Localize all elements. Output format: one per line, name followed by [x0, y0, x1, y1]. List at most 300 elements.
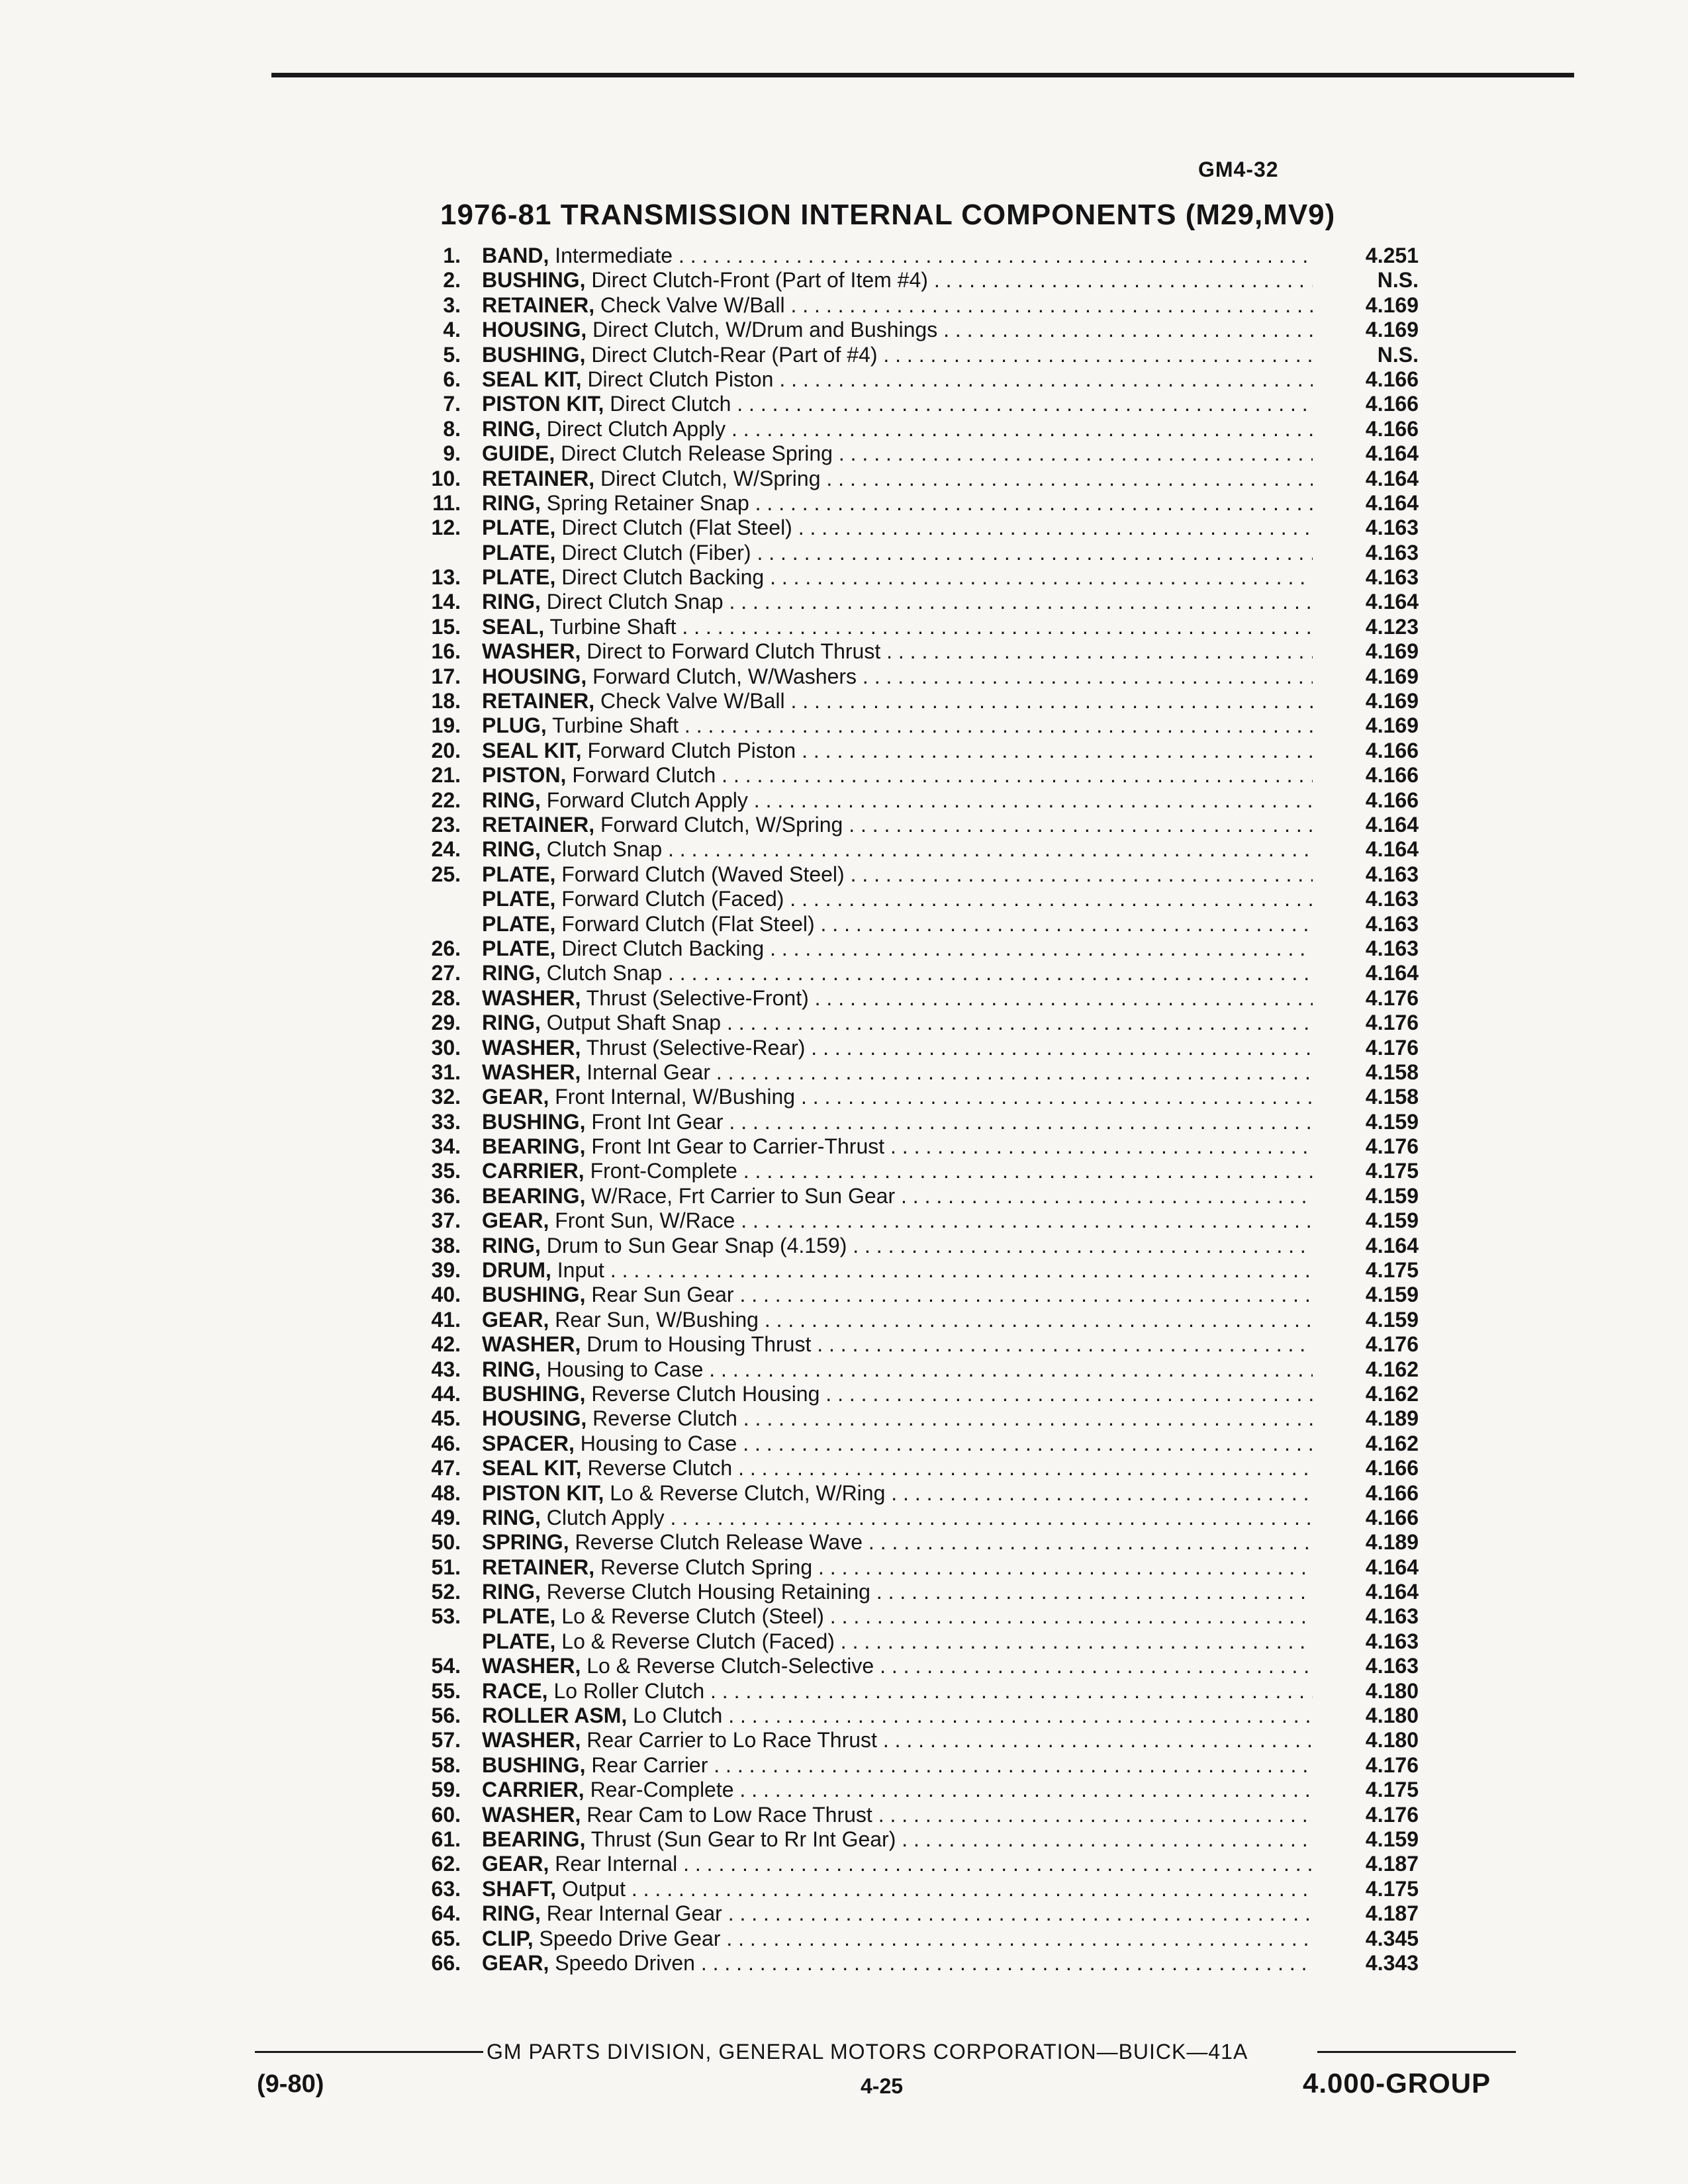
item-number: 24.: [431, 837, 461, 862]
item-description: [482, 491, 1324, 516]
item-part-name: PLATE,: [482, 1629, 556, 1653]
item-description: [482, 639, 1324, 664]
item-number: 50.: [431, 1530, 461, 1555]
item-part-detail: Check Valve W/Ball: [600, 689, 785, 713]
item-part-name: ROLLER ASM,: [482, 1704, 628, 1728]
item-description: [482, 788, 1324, 813]
list-item: [397, 1183, 1419, 1208]
item-description: [482, 1580, 1324, 1604]
item-number: 66.: [431, 1950, 461, 1975]
item-part-name: PISTON KIT,: [482, 1480, 604, 1505]
item-part-name: GEAR,: [482, 1852, 549, 1876]
list-item: [397, 1159, 1419, 1183]
item-number: 22.: [431, 788, 461, 812]
item-part-detail: Input: [557, 1258, 604, 1283]
footer-group: 4.000-GROUP: [1303, 2068, 1491, 2099]
item-part-name: BUSHING,: [482, 1752, 586, 1777]
item-number: 56.: [431, 1704, 461, 1728]
item-part-name: RETAINER,: [482, 812, 595, 837]
item-group-reference: N.S.: [1313, 268, 1419, 293]
item-group-reference: 4.163: [1313, 1604, 1419, 1629]
item-part-name: RING,: [482, 590, 541, 614]
item-group-reference: 4.169: [1313, 639, 1419, 664]
item-part-detail: Lo & Reverse Clutch, W/Ring: [610, 1480, 886, 1505]
item-group-reference: 4.159: [1313, 1184, 1419, 1208]
item-description: [482, 912, 1324, 936]
item-part-name: GUIDE,: [482, 441, 555, 466]
item-group-reference: 4.163: [1313, 912, 1419, 936]
list-item: [397, 1629, 1419, 1654]
item-description: [482, 268, 1324, 293]
page-title: 1976-81 TRANSMISSION INTERNAL COMPONENTS (M29,MV9): [440, 199, 1336, 231]
item-description: [482, 1753, 1324, 1778]
item-part-name: SPACER,: [482, 1431, 575, 1455]
item-number: 63.: [431, 1876, 461, 1901]
item-number: 60.: [431, 1802, 461, 1827]
list-item: [397, 1406, 1419, 1431]
list-item: [397, 342, 1419, 367]
item-group-reference: 4.163: [1313, 862, 1419, 887]
item-number: 14.: [431, 590, 461, 614]
item-number: 42.: [431, 1332, 461, 1357]
item-part-detail: Check Valve W/Ball: [600, 293, 785, 317]
item-part-name: WASHER,: [482, 1035, 581, 1060]
item-description: [482, 1852, 1324, 1876]
item-part-detail: Direct Clutch (Fiber): [561, 540, 751, 565]
item-part-name: RETAINER,: [482, 1555, 595, 1579]
item-number: 3.: [443, 293, 461, 317]
item-part-detail: Front Int Gear to Carrier-Thrust: [591, 1134, 885, 1159]
item-description: [482, 565, 1324, 590]
list-item: [397, 985, 1419, 1011]
item-part-name: RING,: [482, 961, 541, 985]
footer-publisher: GM PARTS DIVISION, GENERAL MOTORS CORPORATION—BUICK—41A: [487, 2040, 1248, 2064]
item-description: [482, 1927, 1324, 1951]
list-item: [397, 590, 1419, 614]
list-item: [397, 244, 1419, 268]
item-description: [482, 1506, 1324, 1530]
item-part-name: WASHER,: [482, 985, 581, 1010]
item-number: 13.: [431, 565, 461, 590]
list-item: [397, 318, 1419, 342]
item-part-detail: Direct Clutch (Flat Steel): [561, 516, 792, 540]
item-number: 64.: [431, 1901, 461, 1926]
item-part-detail: Drum to Sun Gear Snap (4.159): [546, 1233, 847, 1257]
footer-date: (9-80): [257, 2070, 324, 2098]
list-item: [397, 1778, 1419, 1802]
item-description: [482, 1134, 1324, 1159]
item-number: 49.: [431, 1505, 461, 1529]
list-item: [397, 1728, 1419, 1752]
item-description: [482, 739, 1324, 763]
item-part-detail: Reverse Clutch Spring: [600, 1555, 813, 1579]
item-group-reference: 4.164: [1313, 491, 1419, 516]
item-description: [482, 1060, 1324, 1085]
item-part-detail: Direct Clutch Snap: [546, 590, 724, 614]
item-group-reference: 4.180: [1313, 1728, 1419, 1752]
item-group-reference: 4.159: [1313, 1283, 1419, 1307]
list-item: [397, 1505, 1419, 1530]
item-group-reference: 4.163: [1313, 1629, 1419, 1654]
item-group-reference: 4.187: [1313, 1901, 1419, 1926]
item-part-name: SEAL KIT,: [482, 367, 582, 391]
item-part-detail: Speedo Driven: [555, 1950, 695, 1975]
item-part-detail: Front Int Gear: [591, 1109, 724, 1134]
list-item: [397, 1530, 1419, 1555]
item-group-reference: 4.164: [1313, 441, 1419, 466]
list-item: [397, 1134, 1419, 1159]
item-number: 1.: [443, 244, 461, 267]
item-part-detail: Forward Clutch (Faced): [561, 887, 784, 911]
item-group-reference: 4.169: [1313, 293, 1419, 318]
item-part-name: BUSHING,: [482, 1109, 586, 1134]
item-part-detail: Direct Clutch Piston: [587, 367, 774, 391]
list-item: [397, 961, 1419, 985]
item-description: [482, 1728, 1324, 1752]
item-description: [482, 1432, 1324, 1456]
item-description: [482, 343, 1324, 367]
item-group-reference: 4.180: [1313, 1704, 1419, 1728]
item-description: [482, 590, 1324, 614]
item-number: 52.: [431, 1580, 461, 1604]
item-group-reference: 4.164: [1313, 1234, 1419, 1258]
item-description: [482, 1654, 1324, 1678]
item-number: 31.: [431, 1060, 461, 1084]
item-description: [482, 1234, 1324, 1258]
item-group-reference: 4.251: [1313, 244, 1419, 268]
item-part-name: RING,: [482, 1357, 541, 1381]
list-item: [397, 862, 1419, 887]
item-number: 43.: [431, 1357, 461, 1381]
item-part-detail: Rear Carrier to Lo Race Thrust: [586, 1728, 877, 1752]
item-group-reference: 4.176: [1313, 1332, 1419, 1357]
item-part-detail: Front-Complete: [590, 1159, 737, 1183]
list-item: [397, 936, 1419, 961]
item-number: 51.: [431, 1555, 461, 1579]
item-part-detail: Lo & Reverse Clutch-Selective: [586, 1654, 874, 1678]
list-item: [397, 1950, 1419, 1976]
list-item: [397, 268, 1419, 293]
item-part-name: GEAR,: [482, 1950, 549, 1975]
item-description: [482, 862, 1324, 887]
item-group-reference: 4.169: [1313, 318, 1419, 342]
item-number: 35.: [431, 1159, 461, 1183]
item-description: [482, 1877, 1324, 1901]
item-part-detail: Rear-Complete: [590, 1778, 734, 1802]
list-item: [397, 1109, 1419, 1134]
item-number: 61.: [431, 1827, 461, 1851]
item-description: [482, 1481, 1324, 1506]
item-part-detail: Thrust (Selective-Front): [586, 985, 809, 1010]
item-description: [482, 1258, 1324, 1283]
item-group-reference: 4.123: [1313, 615, 1419, 639]
item-part-detail: Intermediate: [555, 244, 673, 267]
item-part-name: PLATE,: [482, 936, 556, 960]
item-description: [482, 1159, 1324, 1183]
item-description: [482, 1184, 1324, 1208]
list-item: [397, 689, 1419, 713]
list-item: [397, 466, 1419, 491]
item-group-reference: 4.166: [1313, 763, 1419, 788]
list-item: [397, 1580, 1419, 1604]
list-item: [397, 416, 1419, 441]
list-item: [397, 1901, 1419, 1926]
list-item: [397, 738, 1419, 763]
item-part-detail: Lo Roller Clutch: [553, 1678, 705, 1703]
item-description: [482, 367, 1324, 392]
item-description: [482, 1456, 1324, 1480]
item-part-name: PLATE,: [482, 887, 556, 911]
list-item: [397, 763, 1419, 788]
item-number: 41.: [431, 1307, 461, 1332]
item-description: [482, 936, 1324, 961]
top-rule: [271, 73, 1574, 77]
list-item: [397, 887, 1419, 911]
item-part-name: BAND,: [482, 244, 549, 267]
item-group-reference: 4.164: [1313, 467, 1419, 491]
item-part-detail: Clutch Apply: [546, 1505, 665, 1529]
item-description: [482, 1357, 1324, 1382]
item-group-reference: 4.166: [1313, 1481, 1419, 1506]
item-group-reference: 4.189: [1313, 1530, 1419, 1555]
list-item: [397, 1307, 1419, 1332]
item-number: 59.: [431, 1778, 461, 1802]
item-part-detail: Internal Gear: [586, 1060, 710, 1084]
item-group-reference: 4.166: [1313, 788, 1419, 813]
item-number: 26.: [431, 936, 461, 960]
item-part-detail: Forward Clutch Apply: [546, 788, 748, 812]
item-part-detail: Reverse Clutch Release Wave: [575, 1530, 863, 1555]
item-part-detail: Speedo Drive Gear: [539, 1926, 721, 1950]
item-part-detail: Direct to Forward Clutch Thrust: [586, 639, 881, 664]
item-part-detail: Rear Sun Gear: [591, 1283, 734, 1307]
item-part-detail: Direct Clutch Backing: [561, 936, 765, 960]
item-group-reference: 4.159: [1313, 1827, 1419, 1852]
item-number: 65.: [431, 1926, 461, 1950]
item-part-name: RING,: [482, 1011, 541, 1035]
item-group-reference: 4.176: [1313, 1036, 1419, 1060]
item-group-reference: 4.166: [1313, 739, 1419, 763]
item-number: 16.: [431, 639, 461, 664]
item-description: [482, 1803, 1324, 1827]
item-part-detail: Lo Clutch: [633, 1704, 723, 1728]
item-group-reference: 4.162: [1313, 1382, 1419, 1406]
item-number: 57.: [431, 1728, 461, 1752]
item-group-reference: 4.175: [1313, 1159, 1419, 1183]
item-part-name: RETAINER,: [482, 689, 595, 713]
item-group-reference: 4.163: [1313, 1654, 1419, 1678]
item-description: [482, 467, 1324, 491]
item-description: [482, 1679, 1324, 1704]
item-part-name: CARRIER,: [482, 1159, 585, 1183]
item-part-name: PLUG,: [482, 713, 547, 738]
list-item: [397, 1926, 1419, 1951]
item-part-name: CARRIER,: [482, 1778, 585, 1802]
item-part-name: WASHER,: [482, 1802, 581, 1827]
item-description: [482, 441, 1324, 466]
list-item: [397, 1456, 1419, 1480]
item-part-detail: Forward Clutch: [572, 763, 716, 788]
item-number: 34.: [431, 1134, 461, 1159]
item-part-detail: Housing to Case: [580, 1431, 737, 1455]
item-part-name: WASHER,: [482, 1332, 581, 1357]
footer-page-number: 4-25: [861, 2074, 904, 2098]
item-description: [482, 713, 1324, 738]
item-group-reference: 4.176: [1313, 1011, 1419, 1035]
item-description: [482, 541, 1324, 565]
item-part-detail: Rear Internal Gear: [546, 1901, 722, 1926]
list-item: [397, 1283, 1419, 1307]
item-part-name: HOUSING,: [482, 318, 587, 342]
item-number: 32.: [431, 1085, 461, 1109]
parts-list: [397, 244, 1419, 1976]
item-group-reference: 4.158: [1313, 1085, 1419, 1109]
item-part-name: PLATE,: [482, 540, 556, 565]
list-item: [397, 1752, 1419, 1778]
item-part-name: RING,: [482, 1580, 541, 1604]
list-item: [397, 565, 1419, 590]
item-group-reference: 4.159: [1313, 1308, 1419, 1332]
item-part-detail: Reverse Clutch Housing Retaining: [546, 1580, 870, 1604]
list-item: [397, 788, 1419, 813]
item-group-reference: N.S.: [1313, 343, 1419, 367]
item-part-detail: Forward Clutch Piston: [587, 738, 796, 762]
list-item: [397, 639, 1419, 664]
item-group-reference: 4.166: [1313, 1456, 1419, 1480]
item-part-detail: Thrust (Sun Gear to Rr Int Gear): [590, 1827, 896, 1851]
item-part-detail: Rear Sun, W/Bushing: [555, 1307, 759, 1332]
item-part-name: BUSHING,: [482, 268, 586, 293]
item-number: 20.: [431, 738, 461, 762]
item-description: [482, 1901, 1324, 1926]
item-description: [482, 887, 1324, 911]
item-number: 9.: [443, 441, 461, 466]
list-item: [397, 1654, 1419, 1678]
item-part-name: PLATE,: [482, 862, 556, 886]
item-number: 48.: [431, 1480, 461, 1505]
item-group-reference: 4.164: [1313, 1555, 1419, 1580]
item-description: [482, 1382, 1324, 1406]
item-description: [482, 1283, 1324, 1307]
item-description: [482, 813, 1324, 837]
item-group-reference: 4.163: [1313, 887, 1419, 911]
item-number: 12.: [431, 516, 461, 540]
item-number: 10.: [431, 466, 461, 490]
item-number: 47.: [431, 1456, 461, 1480]
item-group-reference: 4.162: [1313, 1432, 1419, 1456]
item-part-name: SHAFT,: [482, 1876, 556, 1901]
list-item: [397, 1802, 1419, 1827]
item-group-reference: 4.187: [1313, 1852, 1419, 1876]
list-item: [397, 1704, 1419, 1728]
item-part-name: RING,: [482, 837, 541, 862]
item-group-reference: 4.166: [1313, 1506, 1419, 1530]
item-number: 27.: [431, 961, 461, 985]
item-part-name: WASHER,: [482, 639, 581, 664]
item-description: [482, 961, 1324, 985]
item-number: 39.: [431, 1258, 461, 1283]
item-group-reference: 4.189: [1313, 1406, 1419, 1431]
item-part-name: BUSHING,: [482, 1283, 586, 1307]
list-item: [397, 664, 1419, 689]
list-item: [397, 614, 1419, 639]
item-description: [482, 318, 1324, 342]
item-number: 23.: [431, 812, 461, 837]
item-part-name: RING,: [482, 788, 541, 812]
item-group-reference: 4.175: [1313, 1258, 1419, 1283]
list-item: [397, 1011, 1419, 1035]
item-number: 6.: [443, 367, 461, 391]
item-part-name: PLATE,: [482, 1604, 556, 1629]
item-number: 53.: [431, 1604, 461, 1629]
item-part-name: CLIP,: [482, 1926, 534, 1950]
item-group-reference: 4.159: [1313, 1208, 1419, 1233]
item-description: [482, 392, 1324, 416]
list-item: [397, 490, 1419, 516]
item-number: 25.: [431, 862, 461, 886]
item-group-reference: 4.176: [1313, 1134, 1419, 1159]
item-description: [482, 417, 1324, 441]
item-group-reference: 4.164: [1313, 1580, 1419, 1604]
item-group-reference: 4.164: [1313, 590, 1419, 614]
item-part-detail: Drum to Housing Thrust: [586, 1332, 812, 1357]
item-part-detail: Direct Clutch Apply: [546, 416, 726, 441]
item-part-detail: Clutch Snap: [546, 961, 663, 985]
list-item: [397, 1332, 1419, 1357]
footer-rule-right: [1317, 2051, 1516, 2053]
item-part-detail: Rear Internal: [555, 1852, 678, 1876]
item-description: [482, 1530, 1324, 1555]
list-item: [397, 837, 1419, 862]
item-number: 62.: [431, 1852, 461, 1876]
item-part-detail: Turbine Shaft: [549, 614, 677, 639]
item-part-detail: Spring Retainer Snap: [546, 490, 749, 515]
list-item: [397, 1233, 1419, 1258]
item-number: 28.: [431, 985, 461, 1010]
item-description: [482, 986, 1324, 1011]
item-part-detail: Forward Clutch, W/Washers: [592, 664, 857, 688]
item-group-reference: 4.166: [1313, 367, 1419, 392]
list-item: [397, 293, 1419, 318]
item-description: [482, 293, 1324, 318]
item-part-name: BEARING,: [482, 1183, 586, 1208]
item-part-name: HOUSING,: [482, 1406, 587, 1431]
item-description: [482, 1011, 1324, 1035]
item-number: 37.: [431, 1208, 461, 1233]
list-item: [397, 911, 1419, 936]
list-item: [397, 1876, 1419, 1901]
item-part-name: RACE,: [482, 1678, 548, 1703]
item-group-reference: 4.169: [1313, 689, 1419, 713]
item-group-reference: 4.164: [1313, 961, 1419, 985]
item-description: [482, 1036, 1324, 1060]
item-group-reference: 4.158: [1313, 1060, 1419, 1085]
item-part-name: PLATE,: [482, 911, 556, 936]
item-group-reference: 4.164: [1313, 837, 1419, 862]
item-description: [482, 1629, 1324, 1654]
list-item: [397, 812, 1419, 837]
item-number: 5.: [443, 342, 461, 367]
item-group-reference: 4.169: [1313, 713, 1419, 738]
item-part-name: RING,: [482, 416, 541, 441]
item-group-reference: 4.343: [1313, 1951, 1419, 1976]
item-part-name: GEAR,: [482, 1307, 549, 1332]
item-number: 29.: [431, 1011, 461, 1035]
item-number: 45.: [431, 1406, 461, 1431]
item-part-detail: Lo & Reverse Clutch (Faced): [561, 1629, 835, 1653]
item-part-name: WASHER,: [482, 1654, 581, 1678]
item-part-name: RING,: [482, 490, 541, 515]
